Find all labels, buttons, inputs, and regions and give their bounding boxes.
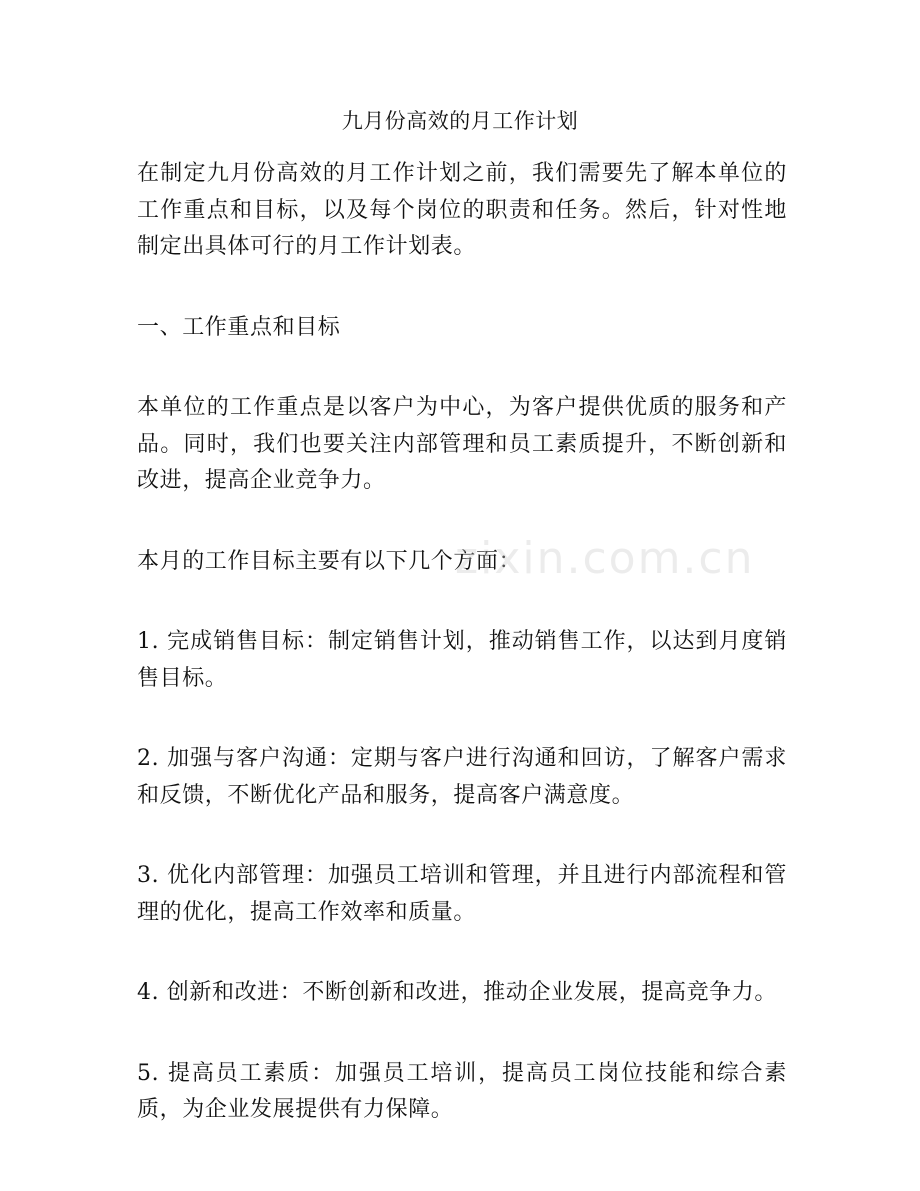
goal-item-5: 5. 提高员工素质：加强员工培训，提高员工岗位技能和综合素质，为企业发展提供有力保障。 xyxy=(137,1060,787,1122)
focus-paragraph: 本单位的工作重点是以客户为中心，为客户提供优质的服务和产品。同时，我们也要关注内部管理和员工素质提升，不断创新和改进，提高企业竞争力。 xyxy=(137,395,787,493)
document-body xyxy=(137,156,787,1173)
goal-item-1: 1. 完成销售目标：制定销售计划，推动销售工作，以达到月度销售目标。 xyxy=(137,629,787,691)
section-heading: 一、工作重点和目标 xyxy=(137,314,341,340)
document-title: 九月份高效的月工作计划 xyxy=(341,109,579,133)
goal-item-3: 3. 优化内部管理：加强员工培训和管理，并且进行内部流程和管理的优化，提高工作效率和质量。 xyxy=(137,863,787,925)
goals-intro-paragraph: 本月的工作目标主要有以下几个方面： xyxy=(137,548,522,574)
watermark-logo: zixin.com.cn xyxy=(455,533,755,584)
intro-paragraph: 在制定九月份高效的月工作计划之前，我们需要先了解本单位的工作重点和目标，以及每个岗位的职责和任务。然后，针对性地制定出具体可行的月工作计划表。 xyxy=(137,161,787,259)
goal-item-2: 2. 加强与客户沟通：定期与客户进行沟通和回访，了解客户需求和反馈，不断优化产品和服务，提高客户满意度。 xyxy=(137,746,787,808)
goal-item-4: 4. 创新和改进：不断创新和改进，推动企业发展，提高竞争力。 xyxy=(137,980,777,1005)
